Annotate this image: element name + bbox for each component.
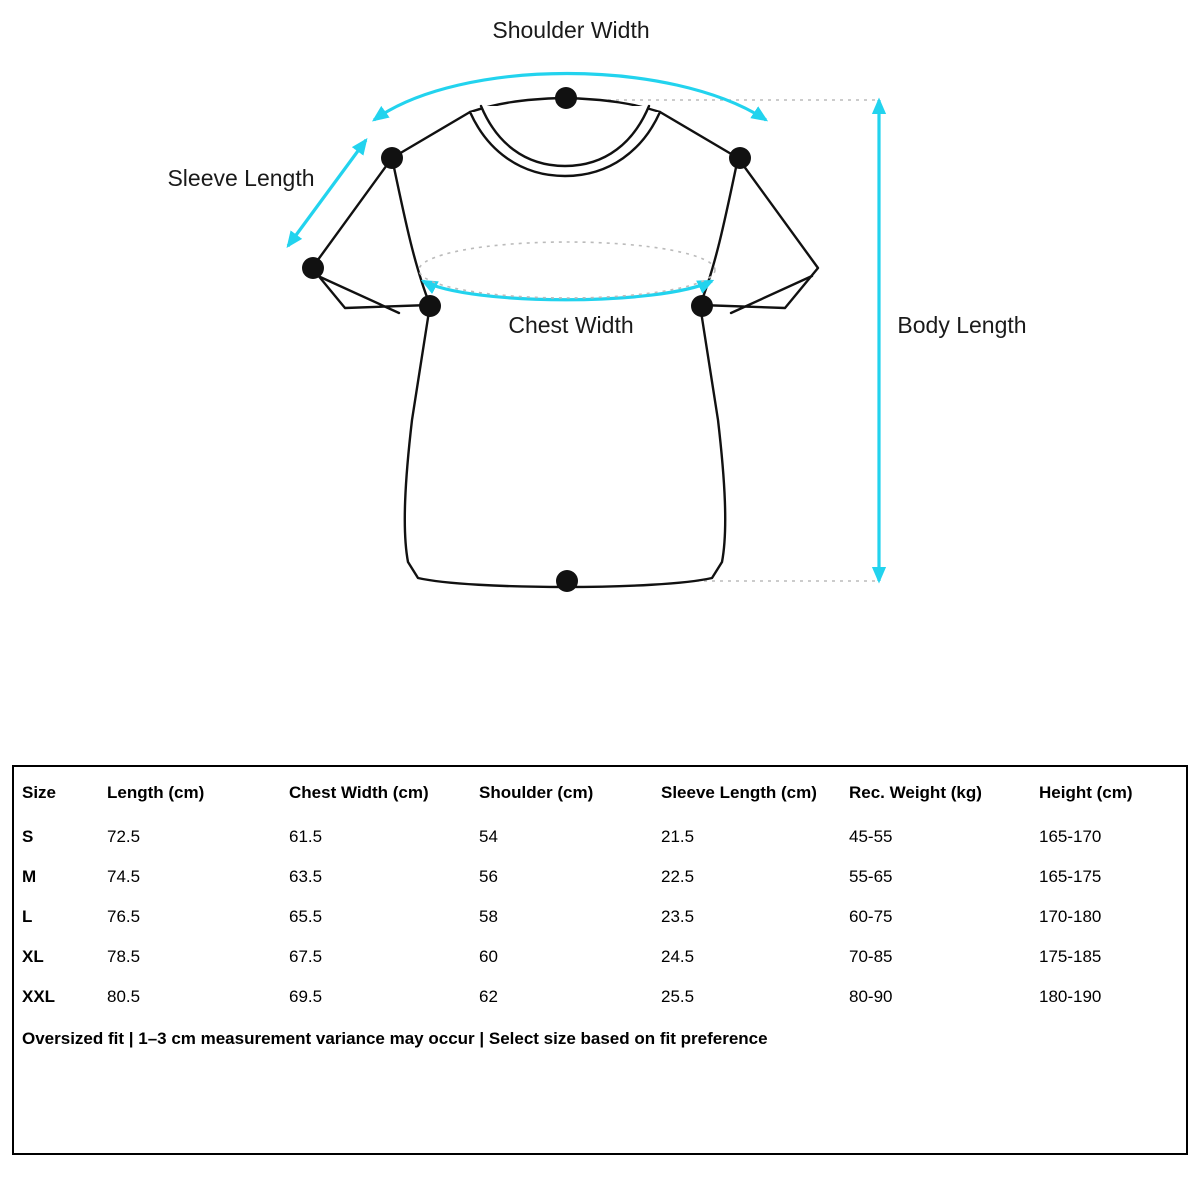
table-spacer-row bbox=[14, 1063, 1186, 1153]
label-body-length: Body Length bbox=[897, 312, 1027, 338]
table-row bbox=[14, 937, 1186, 977]
point-chest-left bbox=[419, 295, 441, 317]
cell-shoulder: 60 bbox=[479, 947, 498, 966]
cell-weight: 55-65 bbox=[849, 867, 893, 886]
point-cuff-left bbox=[302, 257, 324, 279]
cell-length: 76.5 bbox=[107, 907, 141, 926]
table-note-row bbox=[14, 1017, 1186, 1063]
cell-sleeve: 24.5 bbox=[661, 947, 695, 966]
cell-sleeve: 23.5 bbox=[661, 907, 695, 926]
cell-weight: 70-85 bbox=[849, 947, 893, 966]
table-header-row bbox=[14, 767, 1186, 817]
cell-chest: 63.5 bbox=[289, 867, 323, 886]
size-note: Oversized fit | 1–3 cm measurement variance may occur | Select size based on fit preference bbox=[22, 1029, 768, 1048]
cell-height: 180-190 bbox=[1039, 987, 1102, 1006]
cell-height: 175-185 bbox=[1039, 947, 1102, 966]
tshirt-outline bbox=[312, 98, 818, 587]
cell-height: 170-180 bbox=[1039, 907, 1102, 926]
table-row bbox=[14, 977, 1186, 1017]
cell-size: XL bbox=[22, 947, 44, 966]
size-table bbox=[14, 767, 1186, 1153]
cell-weight: 60-75 bbox=[849, 907, 893, 926]
cell-chest: 69.5 bbox=[289, 987, 323, 1006]
cell-height: 165-175 bbox=[1039, 867, 1102, 886]
point-chest-right bbox=[691, 295, 713, 317]
cell-chest: 67.5 bbox=[289, 947, 323, 966]
size-table-body bbox=[14, 817, 1186, 1153]
cell-chest: 61.5 bbox=[289, 827, 323, 846]
header-weight: Rec. Weight (kg) bbox=[849, 783, 982, 802]
point-shoulder-right bbox=[729, 147, 751, 169]
cell-length: 72.5 bbox=[107, 827, 141, 846]
header-shoulder: Shoulder (cm) bbox=[479, 783, 594, 802]
header-height: Height (cm) bbox=[1039, 783, 1133, 802]
cell-size: L bbox=[22, 907, 33, 926]
table-row bbox=[14, 857, 1186, 897]
cell-shoulder: 56 bbox=[479, 867, 498, 886]
cell-weight: 80-90 bbox=[849, 987, 893, 1006]
cell-shoulder: 62 bbox=[479, 987, 498, 1006]
header-size: Size bbox=[22, 783, 57, 802]
point-hem-bottom bbox=[556, 570, 578, 592]
cell-sleeve: 25.5 bbox=[661, 987, 695, 1006]
cell-shoulder: 54 bbox=[479, 827, 498, 846]
point-shoulder-left bbox=[381, 147, 403, 169]
cell-weight: 45-55 bbox=[849, 827, 893, 846]
cell-sleeve: 21.5 bbox=[661, 827, 695, 846]
label-chest-width: Chest Width bbox=[508, 312, 634, 338]
label-shoulder-width: Shoulder Width bbox=[492, 17, 650, 43]
cell-chest: 65.5 bbox=[289, 907, 323, 926]
header-length: Length (cm) bbox=[107, 783, 205, 802]
table-row bbox=[14, 897, 1186, 937]
size-table-container bbox=[12, 765, 1188, 1155]
table-row bbox=[14, 817, 1186, 857]
cell-length: 78.5 bbox=[107, 947, 141, 966]
cell-sleeve: 22.5 bbox=[661, 867, 695, 886]
label-sleeve-length: Sleeve Length bbox=[167, 165, 315, 191]
header-chest: Chest Width (cm) bbox=[289, 783, 429, 802]
header-sleeve: Sleeve Length (cm) bbox=[661, 783, 817, 802]
cell-length: 74.5 bbox=[107, 867, 141, 886]
size-table-head bbox=[14, 767, 1186, 817]
cell-size: XXL bbox=[22, 987, 56, 1006]
cell-size: M bbox=[22, 867, 37, 886]
cell-height: 165-170 bbox=[1039, 827, 1102, 846]
cell-shoulder: 58 bbox=[479, 907, 498, 926]
cell-size: S bbox=[22, 827, 34, 846]
cell-length: 80.5 bbox=[107, 987, 141, 1006]
point-collar-top bbox=[555, 87, 577, 109]
table-spacer-cell bbox=[14, 1063, 1186, 1153]
